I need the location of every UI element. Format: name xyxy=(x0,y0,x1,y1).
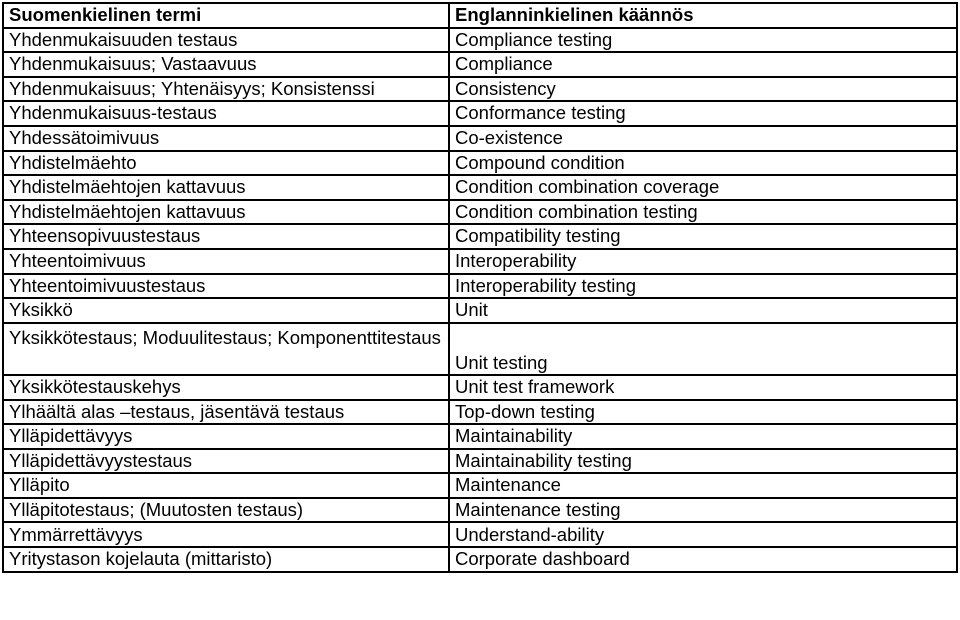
table-row xyxy=(3,424,957,449)
english-translation-cell: Maintenance testing xyxy=(449,498,957,523)
finnish-term-cell: Yksikkötestaus; Moduulitestaus; Komponenttitestaus xyxy=(3,323,449,375)
english-translation-cell: Consistency xyxy=(449,77,957,102)
finnish-term-cell: Ylläpidettävyys xyxy=(3,424,449,449)
glossary-table xyxy=(2,2,958,573)
table-row xyxy=(3,101,957,126)
english-translation-cell: Condition combination coverage xyxy=(449,175,957,200)
table-row xyxy=(3,200,957,225)
table-row xyxy=(3,375,957,400)
english-translation-cell: Maintainability xyxy=(449,424,957,449)
header-finnish-term: Suomenkielinen termi xyxy=(3,3,449,28)
table-row xyxy=(3,547,957,572)
english-translation-cell: Compliance testing xyxy=(449,28,957,53)
table-row xyxy=(3,249,957,274)
table-row xyxy=(3,77,957,102)
english-translation-cell: Compliance xyxy=(449,52,957,77)
english-translation-cell: Interoperability testing xyxy=(449,274,957,299)
finnish-term-cell: Yhteentoimivuustestaus xyxy=(3,274,449,299)
finnish-term-cell: Yksikkö xyxy=(3,298,449,323)
table-row xyxy=(3,28,957,53)
english-translation-cell: Compound condition xyxy=(449,151,957,176)
table-row xyxy=(3,498,957,523)
finnish-term-cell: Ylläpito xyxy=(3,473,449,498)
finnish-term-cell: Yhdenmukaisuus; Yhtenäisyys; Konsistenssi xyxy=(3,77,449,102)
english-translation-cell: Unit testing xyxy=(449,323,957,375)
finnish-term-cell: Yhteentoimivuus xyxy=(3,249,449,274)
english-translation-cell: Co-existence xyxy=(449,126,957,151)
english-translation-cell: Compatibility testing xyxy=(449,224,957,249)
finnish-term-cell: Yhdistelmäehtojen kattavuus xyxy=(3,175,449,200)
table-row xyxy=(3,151,957,176)
finnish-term-cell: Ylläpidettävyystestaus xyxy=(3,449,449,474)
finnish-term-cell: Yhdistelmäehto xyxy=(3,151,449,176)
finnish-term-cell: Yksikkötestauskehys xyxy=(3,375,449,400)
english-translation-cell: Unit test framework xyxy=(449,375,957,400)
finnish-term-cell: Yhteensopivuustestaus xyxy=(3,224,449,249)
english-translation-cell: Unit xyxy=(449,298,957,323)
english-translation-cell: Condition combination testing xyxy=(449,200,957,225)
english-translation-cell: Top-down testing xyxy=(449,400,957,425)
english-translation-cell: Understand-ability xyxy=(449,522,957,547)
finnish-term-cell: Ymmärrettävyys xyxy=(3,522,449,547)
table-row xyxy=(3,473,957,498)
table-row xyxy=(3,274,957,299)
table-row xyxy=(3,224,957,249)
finnish-term-cell: Yhdenmukaisuuden testaus xyxy=(3,28,449,53)
header-english-translation: Englanninkielinen käännös xyxy=(449,3,957,28)
table-row xyxy=(3,449,957,474)
english-translation-cell: Conformance testing xyxy=(449,101,957,126)
table-row xyxy=(3,52,957,77)
header-row xyxy=(3,3,957,28)
table-row xyxy=(3,175,957,200)
finnish-term-cell: Yhdenmukaisuus; Vastaavuus xyxy=(3,52,449,77)
table-row xyxy=(3,126,957,151)
table-row xyxy=(3,400,957,425)
english-translation-cell: Maintenance xyxy=(449,473,957,498)
english-translation-cell: Maintainability testing xyxy=(449,449,957,474)
finnish-term-cell: Ylhäältä alas –testaus, jäsentävä testaus xyxy=(3,400,449,425)
finnish-term-cell: Yhdenmukaisuus-testaus xyxy=(3,101,449,126)
finnish-term-cell: Yhdistelmäehtojen kattavuus xyxy=(3,200,449,225)
table-row xyxy=(3,323,957,375)
english-translation-cell: Interoperability xyxy=(449,249,957,274)
finnish-term-cell: Yritystason kojelauta (mittaristo) xyxy=(3,547,449,572)
table-row xyxy=(3,298,957,323)
english-translation-cell: Corporate dashboard xyxy=(449,547,957,572)
finnish-term-cell: Yhdessätoimivuus xyxy=(3,126,449,151)
finnish-term-cell: Ylläpitotestaus; (Muutosten testaus) xyxy=(3,498,449,523)
table-row xyxy=(3,522,957,547)
